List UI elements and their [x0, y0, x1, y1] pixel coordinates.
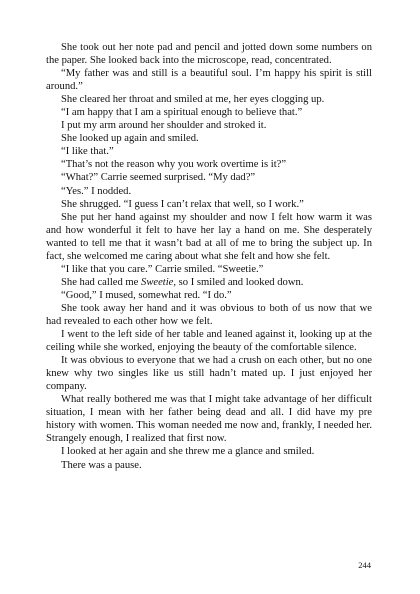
paragraph: “Yes.” I nodded.	[61, 185, 132, 197]
paragraph: She had called me Sweetie, so I smiled and looked down.	[61, 276, 304, 288]
paragraph: It was obvious to everyone that we had a crush on each other, but no one knew why two singles like us still hadn’t mated up. I just enjoyed her company.	[46, 355, 372, 393]
paragraph: There was a pause.	[61, 459, 142, 471]
paragraph: I put my arm around her shoulder and stroked it.	[61, 120, 267, 132]
italic-sweetie: Sweetie	[141, 276, 174, 288]
paragraph: What really bothered me was that I might take advantage of her difficult situation, I mean with her father being dead and all. I did have my pre history with women. This woman needed me now and, frankly, I needed her. Strangely enough, I realized that first now.	[46, 394, 372, 445]
paragraph: She looked up again and smiled.	[61, 133, 199, 145]
paragraph: “I am happy that I am a spiritual enough to believe that.”	[61, 107, 303, 119]
paragraph: “I like that.”	[61, 146, 114, 158]
paragraph: She put her hand against my shoulder and now I felt how warm it was and how wonderful it felt to have her lay a hand on me. She desperately wanted to tell me that it wasn’t bad at all of me to bring the subject up. In fact, she welcomed me caring about what she felt and how she felt.	[46, 211, 372, 262]
paragraph: She took out her note pad and pencil and jotted down some numbers on the paper. She looked back into the microscope, read, concentrated.	[46, 42, 372, 67]
paragraph: “My father was and still is a beautiful soul. I’m happy his spirit is still around.”	[46, 68, 372, 93]
paragraph: “I like that you care.” Carrie smiled. “Sweetie.”	[61, 263, 264, 275]
paragraph: “Good,” I mused, somewhat red. “I do.”	[61, 289, 232, 301]
paragraph: She shrugged. “I guess I can’t relax that well, so I work.”	[61, 198, 304, 210]
paragraph: She cleared her throat and smiled at me, her eyes clogging up.	[61, 94, 325, 106]
body-text	[46, 41, 372, 472]
paragraph: “That’s not the reason why you work overtime is it?”	[61, 159, 287, 171]
paragraph: I looked at her again and she threw me a glance and smiled.	[61, 446, 315, 458]
page-number: 244	[358, 560, 371, 570]
paragraph: She took away her hand and it was obvious to both of us now that we had revealed to each other how we felt.	[46, 302, 372, 327]
paragraph: I went to the left side of her table and leaned against it, looking up at the ceiling while she worked, enjoying the beauty of the comfortable silence.	[46, 329, 372, 354]
paragraph: “What?” Carrie seemed surprised. “My dad?”	[61, 172, 256, 184]
